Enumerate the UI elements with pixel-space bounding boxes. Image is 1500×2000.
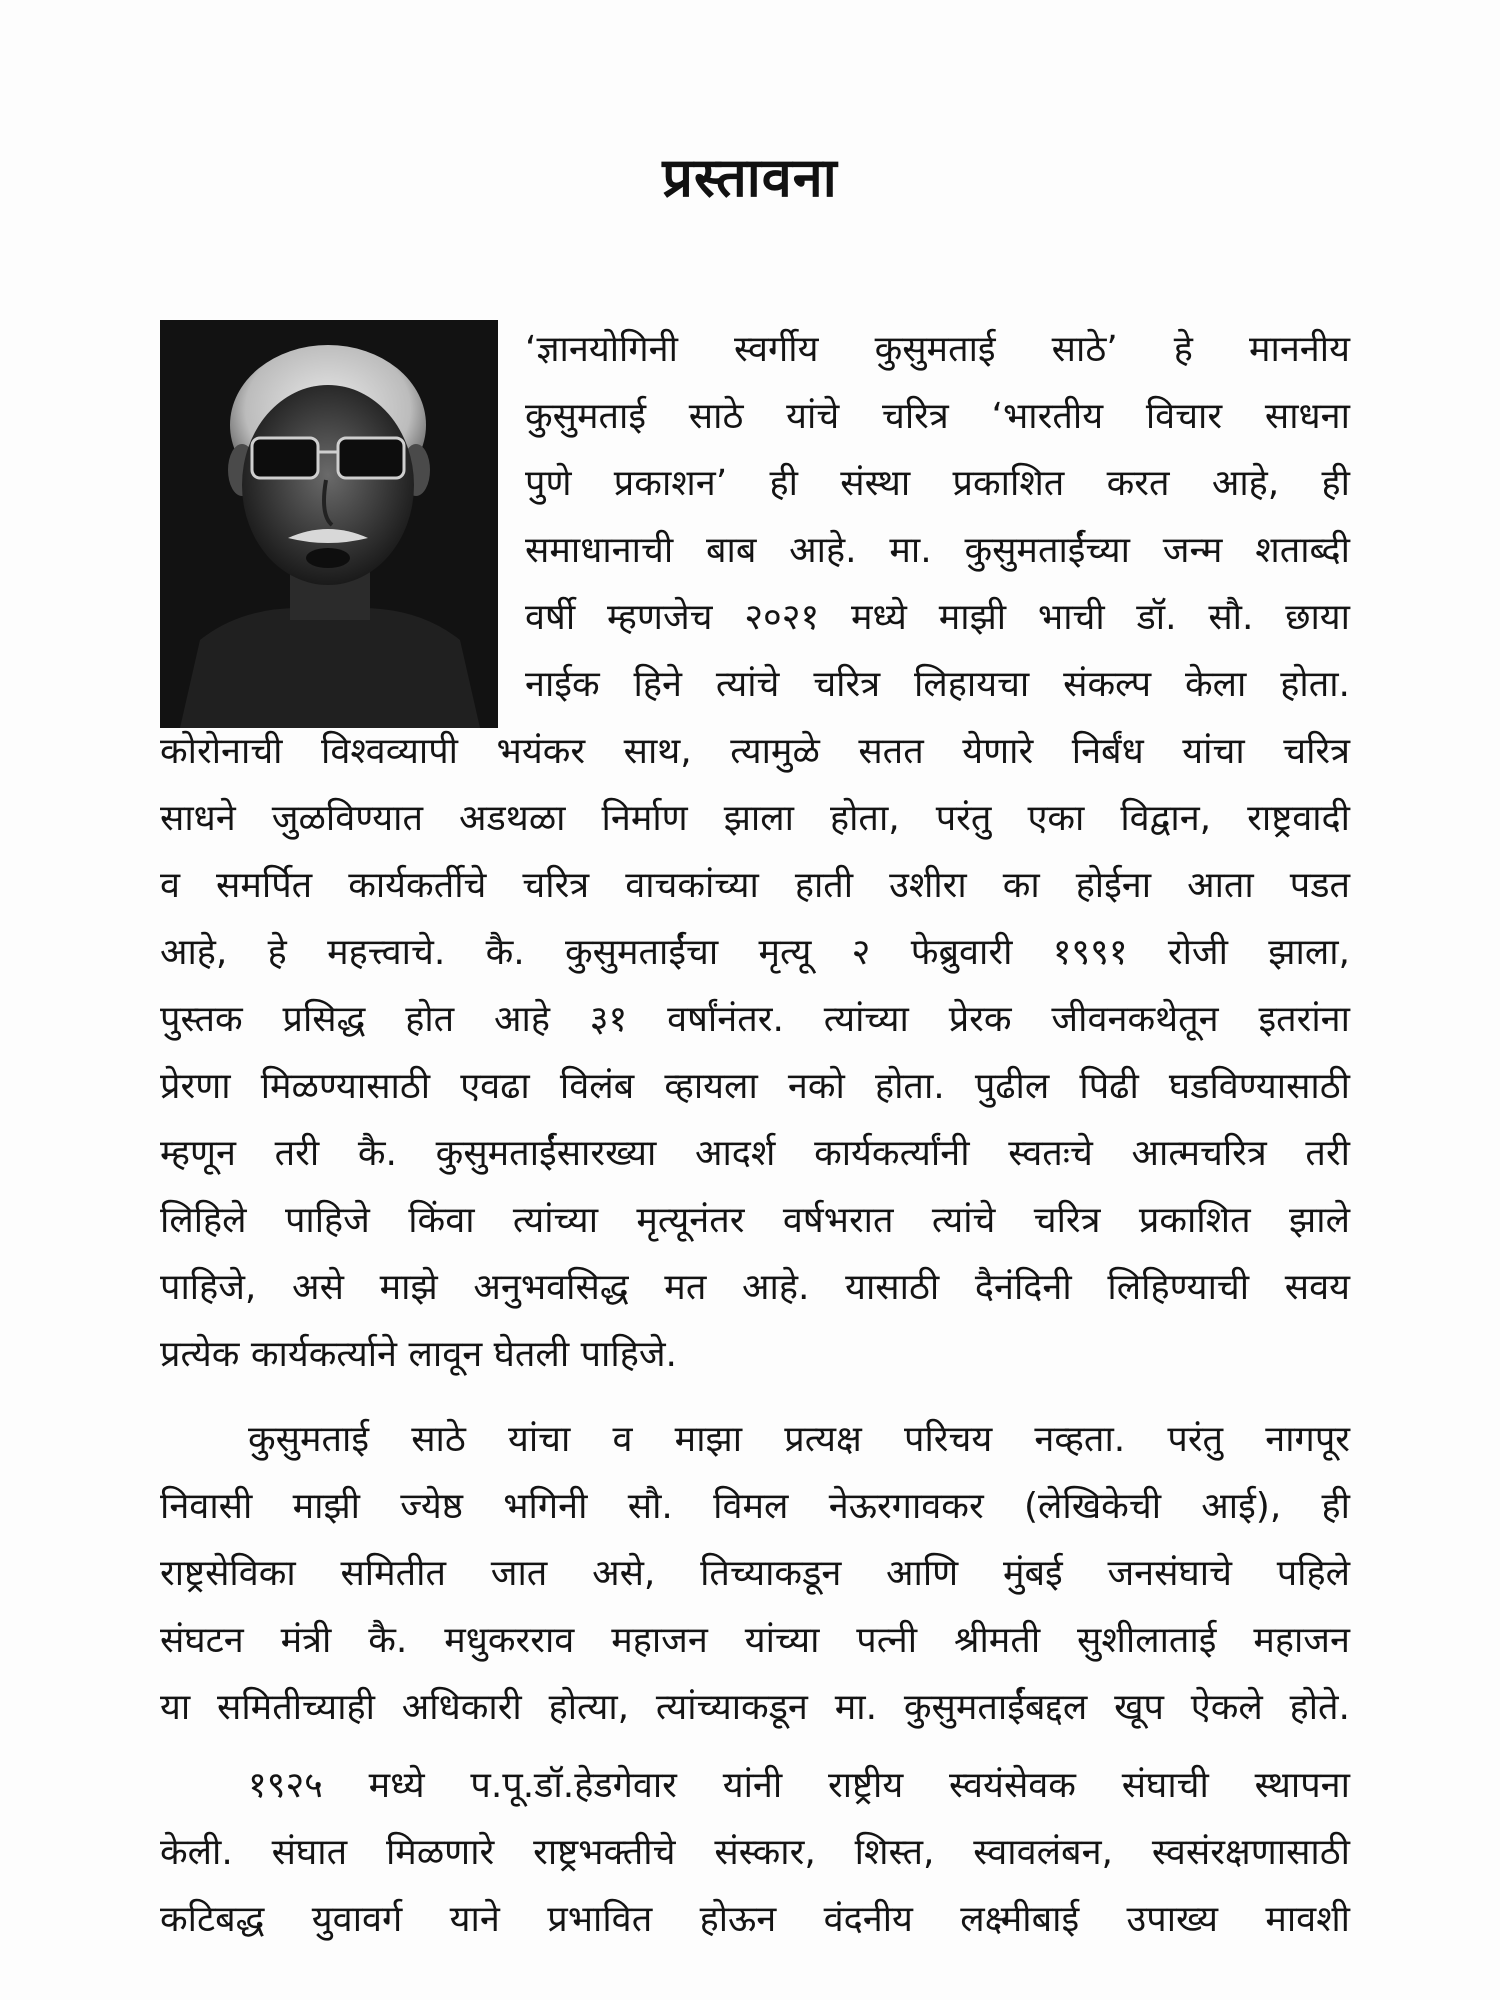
text-line: व समर्पित कार्यकर्तीचे चरित्र वाचकांच्या हाती उशीरा का होईना आता पडत <box>160 865 1350 906</box>
text-line: निवासी माझी ज्येष्ठ भगिनी सौ. विमल नेऊरगावकर (लेखिकेची आई), ही <box>160 1486 1350 1527</box>
text-line: कुसुमताई साठे यांचा व माझा प्रत्यक्ष परिचय नव्हता. परंतु नागपूर <box>248 1419 1350 1460</box>
text-line: केली. संघात मिळणारे राष्ट्रभक्तीचे संस्कार, शिस्त, स्वावलंबन, स्वसंरक्षणासाठी <box>160 1832 1350 1873</box>
text-line: कुसुमताई साठे यांचे चरित्र ‘भारतीय विचार साधना <box>525 396 1350 437</box>
text-line: पुणे प्रकाशन’ ही संस्था प्रकाशित करत आहे, ही <box>525 463 1350 504</box>
text-line: पुस्तक प्रसिद्ध होत आहे ३१ वर्षांनंतर. त्यांच्या प्रेरक जीवनकथेतून इतरांना <box>160 999 1350 1040</box>
text-line: प्रत्येक कार्यकर्त्याने लावून घेतली पाहिजे. <box>160 1334 677 1375</box>
text-line: समाधानाची बाब आहे. मा. कुसुमताईंच्या जन्म शताब्दी <box>525 530 1350 571</box>
text-line: ‘ज्ञानयोगिनी स्वर्गीय कुसुमताई साठे’ हे माननीय <box>525 329 1350 370</box>
text-line: पाहिजे, असे माझे अनुभवसिद्ध मत आहे. यासाठी दैनंदिनी लिहिण्याची सवय <box>160 1267 1350 1308</box>
portrait-image <box>160 320 498 728</box>
text-line: नाईक हिने त्यांचे चरित्र लिहायचा संकल्प केला होता. <box>525 664 1350 705</box>
text-line: राष्ट्रसेविका समितीत जात असे, तिच्याकडून आणि मुंबई जनसंघाचे पहिले <box>160 1553 1350 1594</box>
author-portrait <box>160 320 498 728</box>
text-line: वर्षी म्हणजेच २०२१ मध्ये माझी भाची डॉ. सौ. छाया <box>525 597 1350 638</box>
text-line: साधने जुळविण्यात अडथळा निर्माण झाला होता, परंतु एका विद्वान, राष्ट्रवादी <box>160 798 1350 839</box>
text-line: कोरोनाची विश्वव्यापी भयंकर साथ, त्यामुळे सतत येणारे निर्बंध यांचा चरित्र <box>160 731 1350 772</box>
text-line: या समितीच्याही अधिकारी होत्या, त्यांच्याकडून मा. कुसुमताईंबद्दल खूप ऐकले होते. <box>160 1687 1350 1728</box>
text-line: म्हणून तरी कै. कुसुमताईंसारख्या आदर्श कार्यकर्त्यांनी स्वतःचे आत्मचरित्र तरी <box>160 1133 1350 1174</box>
text-line: १९२५ मध्ये प.पू.डॉ.हेडगेवार यांनी राष्ट्रीय स्वयंसेवक संघाची स्थापना <box>248 1765 1350 1806</box>
text-line: कटिबद्ध युवावर्ग याने प्रभावित होऊन वंदनीय लक्ष्मीबाई उपाख्य मावशी <box>160 1899 1350 1940</box>
page-title: प्रस्तावना <box>662 146 838 209</box>
text-line: लिहिले पाहिजे किंवा त्यांच्या मृत्यूनंतर वर्षभरात त्यांचे चरित्र प्रकाशित झाले <box>160 1200 1350 1241</box>
text-line: प्रेरणा मिळण्यासाठी एवढा विलंब व्हायला नको होता. पुढील पिढी घडविण्यासाठी <box>160 1066 1350 1107</box>
text-line: आहे, हे महत्त्वाचे. कै. कुसुमताईंचा मृत्यू २ फेब्रुवारी १९९१ रोजी झाला, <box>160 932 1350 973</box>
text-line: संघटन मंत्री कै. मधुकरराव महाजन यांच्या पत्नी श्रीमती सुशीलाताई महाजन <box>160 1620 1350 1661</box>
